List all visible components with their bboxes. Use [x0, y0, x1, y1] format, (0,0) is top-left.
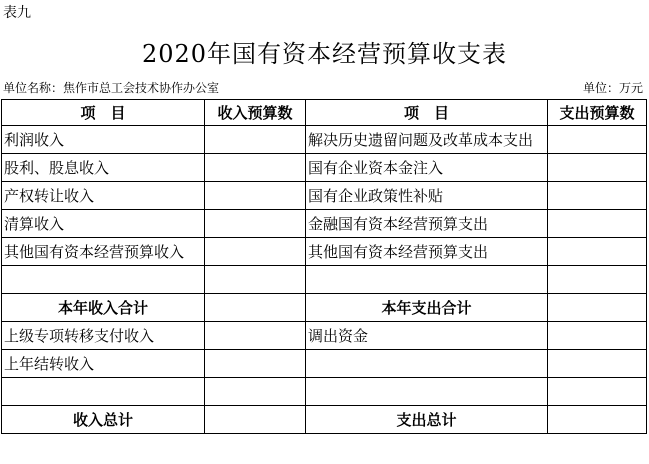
row-expense-value — [548, 266, 647, 294]
row-left-item: 上级专项转移支付收入 — [2, 322, 205, 350]
row-expense-value — [548, 406, 647, 434]
row-income-value — [205, 126, 306, 154]
row-income-value — [205, 154, 306, 182]
row-left-item: 上年结转收入 — [2, 350, 205, 378]
row-right-item: 其他国有资本经营预算支出 — [306, 238, 548, 266]
row-income-value — [205, 210, 306, 238]
row-right-item: 本年支出合计 — [306, 294, 548, 322]
header-item-right: 项 目 — [306, 100, 548, 126]
row-expense-value — [548, 154, 647, 182]
row-income-value — [205, 266, 306, 294]
table-row — [2, 210, 647, 238]
table-row — [2, 266, 647, 294]
page-title: 2020年国有资本经营预算收支表 — [141, 40, 508, 68]
row-income-value — [205, 378, 306, 406]
table-header-row — [2, 100, 647, 126]
row-right-item — [306, 266, 548, 294]
row-right-item: 调出资金 — [306, 322, 548, 350]
row-income-value — [205, 406, 306, 434]
table-row — [2, 350, 647, 378]
table-row — [2, 182, 647, 210]
row-left-item: 其他国有资本经营预算收入 — [2, 238, 205, 266]
row-expense-value — [548, 182, 647, 210]
row-left-item: 收入总计 — [2, 406, 205, 434]
table-number: 表九 — [3, 5, 31, 21]
row-left-item: 清算收入 — [2, 210, 205, 238]
table-row — [2, 154, 647, 182]
row-right-item: 国有企业政策性补贴 — [306, 182, 548, 210]
row-right-item: 解决历史遗留问题及改革成本支出 — [306, 126, 548, 154]
row-left-item — [2, 266, 205, 294]
row-left-item: 股利、股息收入 — [2, 154, 205, 182]
row-income-value — [205, 350, 306, 378]
row-right-item — [306, 350, 548, 378]
row-income-value — [205, 182, 306, 210]
table-row — [2, 378, 647, 406]
budget-table — [1, 99, 647, 434]
table-row — [2, 294, 647, 322]
row-left-item: 利润收入 — [2, 126, 205, 154]
unit-label: 单位：万元 — [582, 81, 643, 95]
row-income-value — [205, 238, 306, 266]
table-row — [2, 126, 647, 154]
row-income-value — [205, 294, 306, 322]
row-income-value — [205, 322, 306, 350]
table-row — [2, 406, 647, 434]
row-expense-value — [548, 126, 647, 154]
row-left-item: 产权转让收入 — [2, 182, 205, 210]
table-row — [2, 322, 647, 350]
header-item-left: 项 目 — [2, 100, 205, 126]
row-right-item — [306, 378, 548, 406]
row-right-item: 国有企业资本金注入 — [306, 154, 548, 182]
row-expense-value — [548, 210, 647, 238]
header-expense: 支出预算数 — [548, 100, 647, 126]
unit-name-label: 单位名称：焦作市总工会技术协作办公室 — [3, 81, 220, 95]
row-left-item: 本年收入合计 — [2, 294, 205, 322]
row-expense-value — [548, 322, 647, 350]
row-expense-value — [548, 350, 647, 378]
row-right-item: 金融国有资本经营预算支出 — [306, 210, 548, 238]
row-expense-value — [548, 294, 647, 322]
row-right-item: 支出总计 — [306, 406, 548, 434]
table-row — [2, 238, 647, 266]
row-expense-value — [548, 378, 647, 406]
row-left-item — [2, 378, 205, 406]
header-income: 收入预算数 — [205, 100, 306, 126]
row-expense-value — [548, 238, 647, 266]
